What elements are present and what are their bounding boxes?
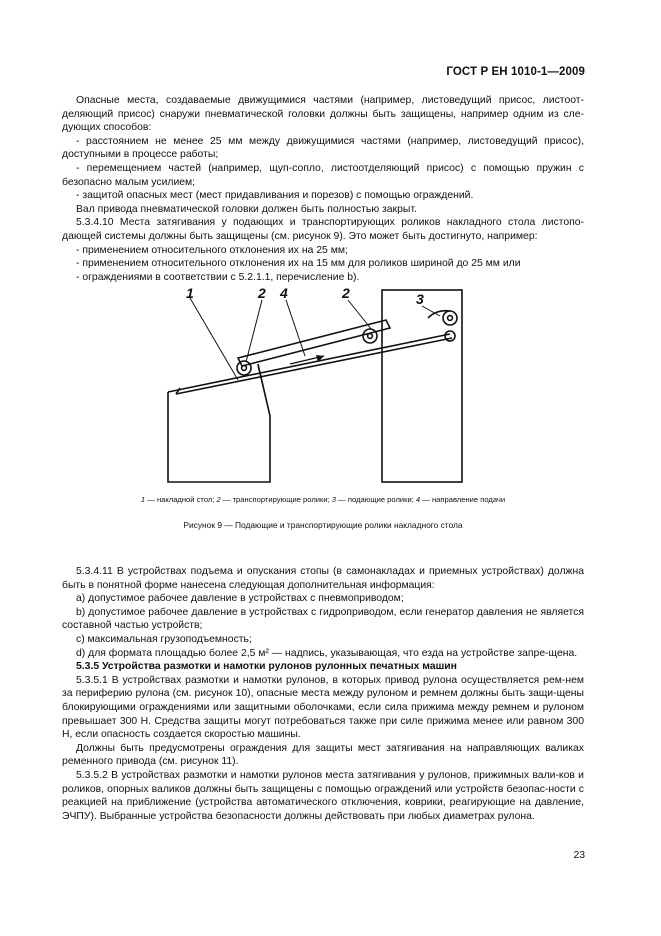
figure-label-2: 2	[258, 285, 266, 301]
list-item: - ограждениями в соответствии с 5.2.1.1, перечисление b).	[76, 271, 360, 283]
legend-text: — направление подачи	[420, 495, 506, 504]
bottom-text-block	[62, 565, 584, 823]
list-item: b) допустимое рабочее давление в устройствах с гидроприводом, если генератор давления не является составной частью устройств;	[62, 606, 584, 632]
machine-frame	[382, 290, 462, 482]
paragraph: 5.3.5.1 В устройствах размотки и намотки рулонов, в которых привод рулона осуществляется рем-нем за периферию рулона (см. рисунок 10), опасные места между рулоном и ремнем должны быть защи-щены блокирующими ограждениями или защитными оболочками, если сила прижима между ремнем и рулоном превышает 300 Н. Средства защиты могут потребоваться также при силе прижима менее или равном 300 Н, если опасность создается скоростью машины.	[62, 674, 584, 741]
legend-number: 1	[140, 495, 146, 504]
legend-text: — накладной стол;	[145, 495, 217, 504]
feed-board-top	[168, 334, 450, 392]
leader-line-2b	[348, 300, 372, 330]
top-text-block	[62, 94, 584, 284]
section-heading: 5.3.5 Устройства размотки и намотки рулонов рулонных печатных машин	[76, 661, 457, 673]
list-item: с) максимальная грузоподъемность;	[76, 633, 252, 645]
figure-caption: Рисунок 9 — Подающие и транспортирующие ролики накладного стола	[183, 520, 463, 530]
figure-legend	[62, 495, 584, 504]
legend-text: — подающие ролики;	[336, 495, 416, 504]
feed-roller-lower	[445, 331, 455, 341]
paragraph: 5.3.4.11 В устройствах подъема и опускания стопы (в самонакладах и приемных устройствах) должна быть в понятной форме нанесена следующая дополнительная информация:	[62, 566, 584, 591]
list-item: d) для формата площадью более 2,5 м² — надпись, указывающая, что езда на устройстве запре-щена.	[76, 647, 578, 659]
legend-number: 3	[331, 495, 337, 504]
transport-roller-right	[363, 329, 377, 343]
list-item: - перемещением частей (например, щуп-сопло, листоотделяющий присос) с помощью пружин с безопасно малым усилием;	[62, 162, 584, 188]
page-number: 23	[573, 850, 585, 861]
list-item: а) допустимое рабочее давление в устройствах с пневмоприводом;	[76, 593, 404, 605]
paragraph: Опасные места, создаваемые движущимися частями (например, листоведущий присос, листоот-деляющий присос) снаружи пневматической головки должны быть защищены, например одним из сле-дующих способов:	[62, 95, 584, 134]
figure-label-4: 4	[280, 285, 288, 301]
legend-text: — транспортирующие ролики;	[220, 495, 332, 504]
feed-roller-upper	[443, 311, 457, 325]
paragraph: 5.3.5.2 В устройствах размотки и намотки рулонов места затягивания у рулонов, прижимных вали-ков и роликов, опорных валиков должны быть защищены с помощью ограждений или устройств безопас-ности с реакцией на приближение (устройства автоматического отключения, коврики, реагирующие на давление, ЭЧПУ). Выбранные устройства безопасности должны действовать при любых диаметрах рулона.	[62, 769, 584, 822]
paragraph: Вал привода пневматической головки должен быть полностью закрыт.	[76, 203, 417, 215]
list-item: - защитой опасных мест (мест придавливания и порезов) с помощью ограждений.	[76, 190, 474, 202]
list-item: - расстоянием не менее 25 мм между движущимися частями (например, листоведущий присос), доступными в процессе работы;	[62, 135, 584, 161]
figure-label-1: 1	[186, 285, 194, 301]
figure-label-3: 3	[416, 291, 424, 307]
list-item: - применением относительного отклонения их на 25 мм;	[76, 244, 348, 256]
figure-label-2: 2	[342, 285, 350, 301]
legend-number: 4	[415, 495, 421, 504]
feed-board-bottom	[176, 338, 452, 394]
paragraph: Должны быть предусмотрены ограждения для защиты мест затягивания на направляющих валиках ременного привода (см. рисунок 11).	[62, 742, 584, 768]
paragraph: 5.3.4.10 Места затягивания у подающих и транспортирующих роликов накладного стола листопо-дающей системы должны быть защищены (см. рисунок 9). Это может быть достигнуто, например:	[62, 217, 584, 242]
page-header: ГОСТ Р ЕН 1010-1—2009	[446, 66, 585, 78]
legend-number: 2	[216, 495, 221, 504]
figure-9-drawing	[150, 284, 520, 484]
list-item: - применением относительного отклонения их на 15 мм для роликов шириной до 25 мм или	[76, 258, 521, 270]
transport-roller-left	[237, 361, 251, 375]
leader-line-4	[286, 300, 305, 356]
leader-line-1	[190, 298, 238, 380]
